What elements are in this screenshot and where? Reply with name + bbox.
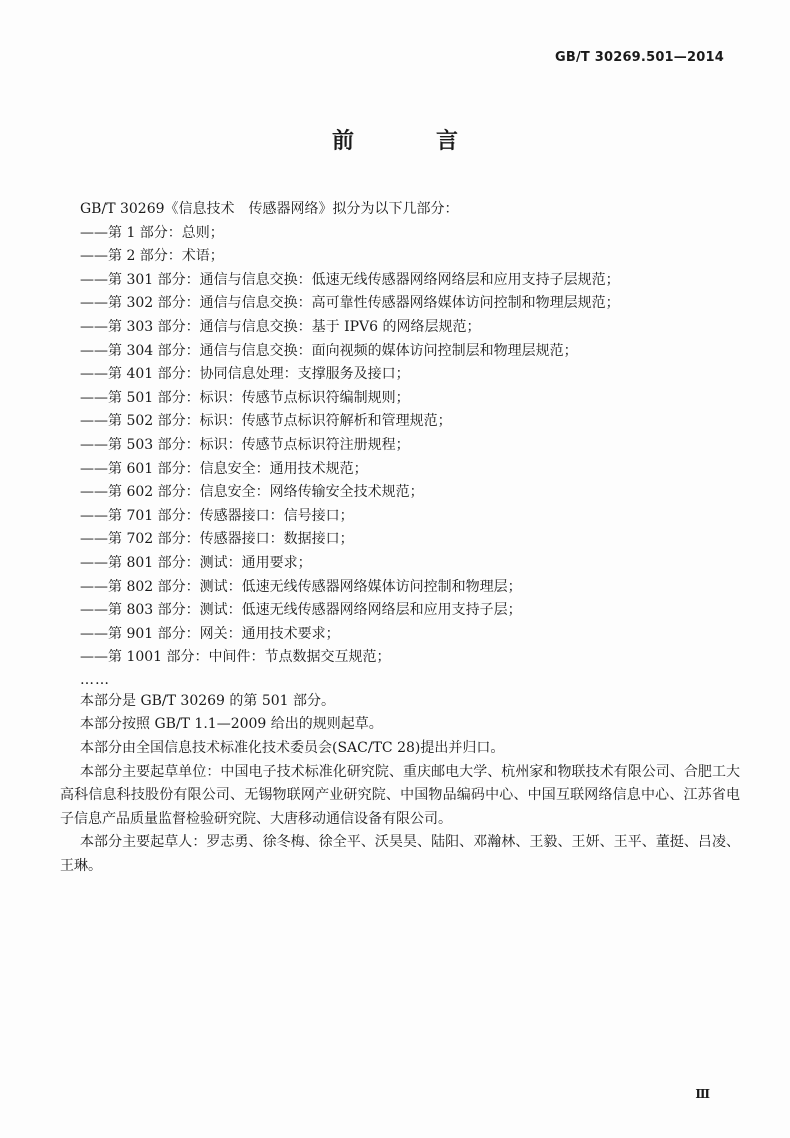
list-item: ——第 801 部分：测试：通用要求； [80, 554, 312, 571]
list-item: ——第 501 部分：标识：传感节点标识符编制规则； [80, 389, 410, 406]
list-item: ——第 601 部分：信息安全：通用技术规范； [80, 460, 368, 477]
list-item: ——第 301 部分：通信与信息交换：低速无线传感器网络网络层和应用支持子层规范； [80, 271, 620, 288]
list-item: ——第 1001 部分：中间件：节点数据交互规范； [80, 649, 391, 666]
list-item: ——第 701 部分：传感器接口：信号接口； [80, 507, 354, 524]
parts-list [60, 222, 740, 670]
paragraph-this-part: 本部分是 GB/T 30269 的第 501 部分。 [80, 692, 336, 709]
list-item: ——第 401 部分：协同信息处理：支撑服务及接口； [80, 366, 410, 383]
intro-line: GB/T 30269《信息技术 传感器网络》拟分为以下几部分： [80, 201, 459, 217]
list-item: ——第 302 部分：通信与信息交换：高可靠性传感器网络媒体访问控制和物理层规范； [80, 295, 620, 312]
paragraph-drafters: 本部分主要起草人：罗志勇、徐冬梅、徐全平、沃昊昊、陆阳、邓瀚林、王毅、王妍、王平、董挺、吕凌、王琳。 [60, 834, 740, 875]
foreword-body [60, 198, 740, 879]
list-item: ——第 503 部分：标识：传感节点标识符注册规程； [80, 436, 410, 453]
list-item: ——第 303 部分：通信与信息交换：基于 IPV6 的网络层规范； [80, 318, 481, 335]
page-title: 前 言 [331, 129, 488, 154]
list-item: ——第 304 部分：通信与信息交换：面向视频的媒体访问控制层和物理层规范； [80, 342, 578, 359]
list-item: ——第 802 部分：测试：低速无线传感器网络媒体访问控制和物理层； [80, 578, 522, 595]
paragraph-drafting-units: 本部分主要起草单位：中国电子技术标准化研究院、重庆邮电大学、杭州家和物联技术有限公司、合肥工大高科信息科技股份有限公司、无锡物联网产业研究院、中国物品编码中心、中国互联网络信息中心、江苏省电子信息产品质量监督检验研究院、大唐移动通信设备有限公司。 [60, 763, 740, 827]
list-item: ——第 2 部分：术语； [80, 248, 224, 265]
paragraph-proposed-by: 本部分由全国信息技术标准化技术委员会(SAC/TC 28)提出并归口。 [80, 740, 505, 757]
list-ellipsis: …… [80, 671, 110, 688]
list-item: ——第 803 部分：测试：低速无线传感器网络网络层和应用支持子层； [80, 602, 522, 619]
list-item: ——第 901 部分：网关：通用技术要求； [80, 625, 340, 642]
paragraph-drafting-rules: 本部分按照 GB/T 1.1—2009 给出的规则起草。 [80, 716, 383, 733]
standard-code: GB/T 30269.501—2014 [554, 50, 724, 65]
list-item: ——第 1 部分：总则； [80, 224, 224, 241]
list-item: ——第 602 部分：信息安全：网络传输安全技术规范； [80, 484, 424, 501]
page-number: Ⅲ [695, 1087, 710, 1101]
list-item: ——第 702 部分：传感器接口：数据接口； [80, 531, 354, 548]
list-item: ——第 502 部分：标识：传感节点标识符解析和管理规范； [80, 413, 452, 430]
